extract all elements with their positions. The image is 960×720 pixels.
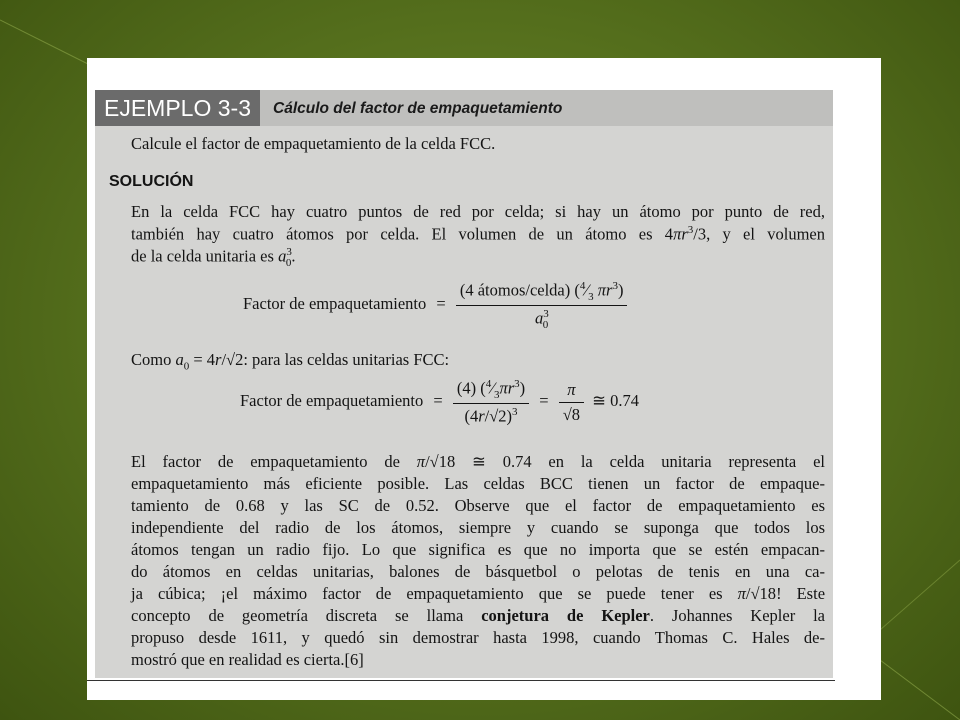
packing-factor-equation-1: Factor de empaquetamiento = $\frac{(4 átomos/celda) (^4⁄_3 \pi r^3)}{a^3_0}$ (243, 280, 627, 331)
problem-statement: Calcule el factor de empaquetamiento de la celda FCC. (131, 134, 496, 153)
conclusion-line-3: tamiento de 0.68 y las SC de 0.52. Observe que el factor de empaquetamiento es (131, 496, 825, 515)
conclusion-line-4: independiente del radio de los átomos, siempre y cuando se suponga que todos los (131, 518, 825, 537)
conclusion-line-2: empaquetamiento más eficiente posible. Las celdas BCC tienen un factor de empaque- (131, 474, 825, 493)
equation-fraction: $\frac{(4 átomos/celda) (^4⁄_3 \pi r^3)}{a^3_0}$ (456, 280, 628, 331)
packing-factor-equation-2: Factor de empaquetamiento = $\frac{(4) (^4⁄_3\pi r^3)}{(4r/√2)^3}$ = $\frac{\pi}{√8}$ ≅ 0.74 (240, 378, 639, 426)
conclusion-line-8: concepto de geometría discreta se llama conjetura de Kepler. Johannes Kepler la (131, 606, 826, 625)
conclusion-line-5: átomos tengan un radio fijo. Lo que significa es que no importa que se estén empacan- (131, 540, 825, 559)
equation-label: Factor de empaquetamiento (243, 294, 427, 314)
conclusion-line-9: propuso desde 1611, y quedó sin demostrar hasta 1998, cuando Thomas C. Hales de- (131, 628, 825, 647)
example-title: Cálculo del factor de empaquetamiento (273, 100, 563, 117)
scanned-example (95, 90, 833, 678)
intro-line-1: En la celda FCC hay cuatro puntos de red por celda; si hay un átomo por punto de red, (131, 202, 825, 221)
intro-line-2: también hay cuatro átomos por celda. El volumen de un átomo es $4\pi r^3/3$, y el volumen (131, 224, 825, 244)
conclusion-line-1: El factor de empaquetamiento de π/√18 ≅ 0.74 en la celda unitaria representa el (131, 452, 826, 471)
example-header (95, 90, 833, 126)
intro-line-3: de la celda unitaria es $a^3_0$. (131, 246, 296, 269)
equation-result: ≅ 0.74 (592, 390, 639, 410)
conclusion-line-10: mostró que en realidad es cierta.[6] (131, 650, 364, 669)
solution-heading: SOLUCIÓN (109, 173, 194, 190)
conclusion-line-6: do átomos en celdas unitarias, balones de básquetbol o pelotas de tenis en una ca- (131, 562, 825, 581)
conclusion-line-7: ja cúbica; ¡el máximo factor de empaquetamiento que se puede tener es π/√18! Este (131, 584, 826, 603)
example-badge: EJEMPLO 3-3 (95, 90, 260, 126)
bottom-rule (87, 680, 835, 681)
equation-label: Factor de empaquetamiento (240, 390, 424, 410)
slide-page (87, 58, 881, 700)
lattice-parameter-relation: Como $a_0 = 4r/√2$: para las celdas unitarias FCC: (131, 350, 450, 373)
kepler-term: conjetura de Kepler (481, 606, 650, 625)
